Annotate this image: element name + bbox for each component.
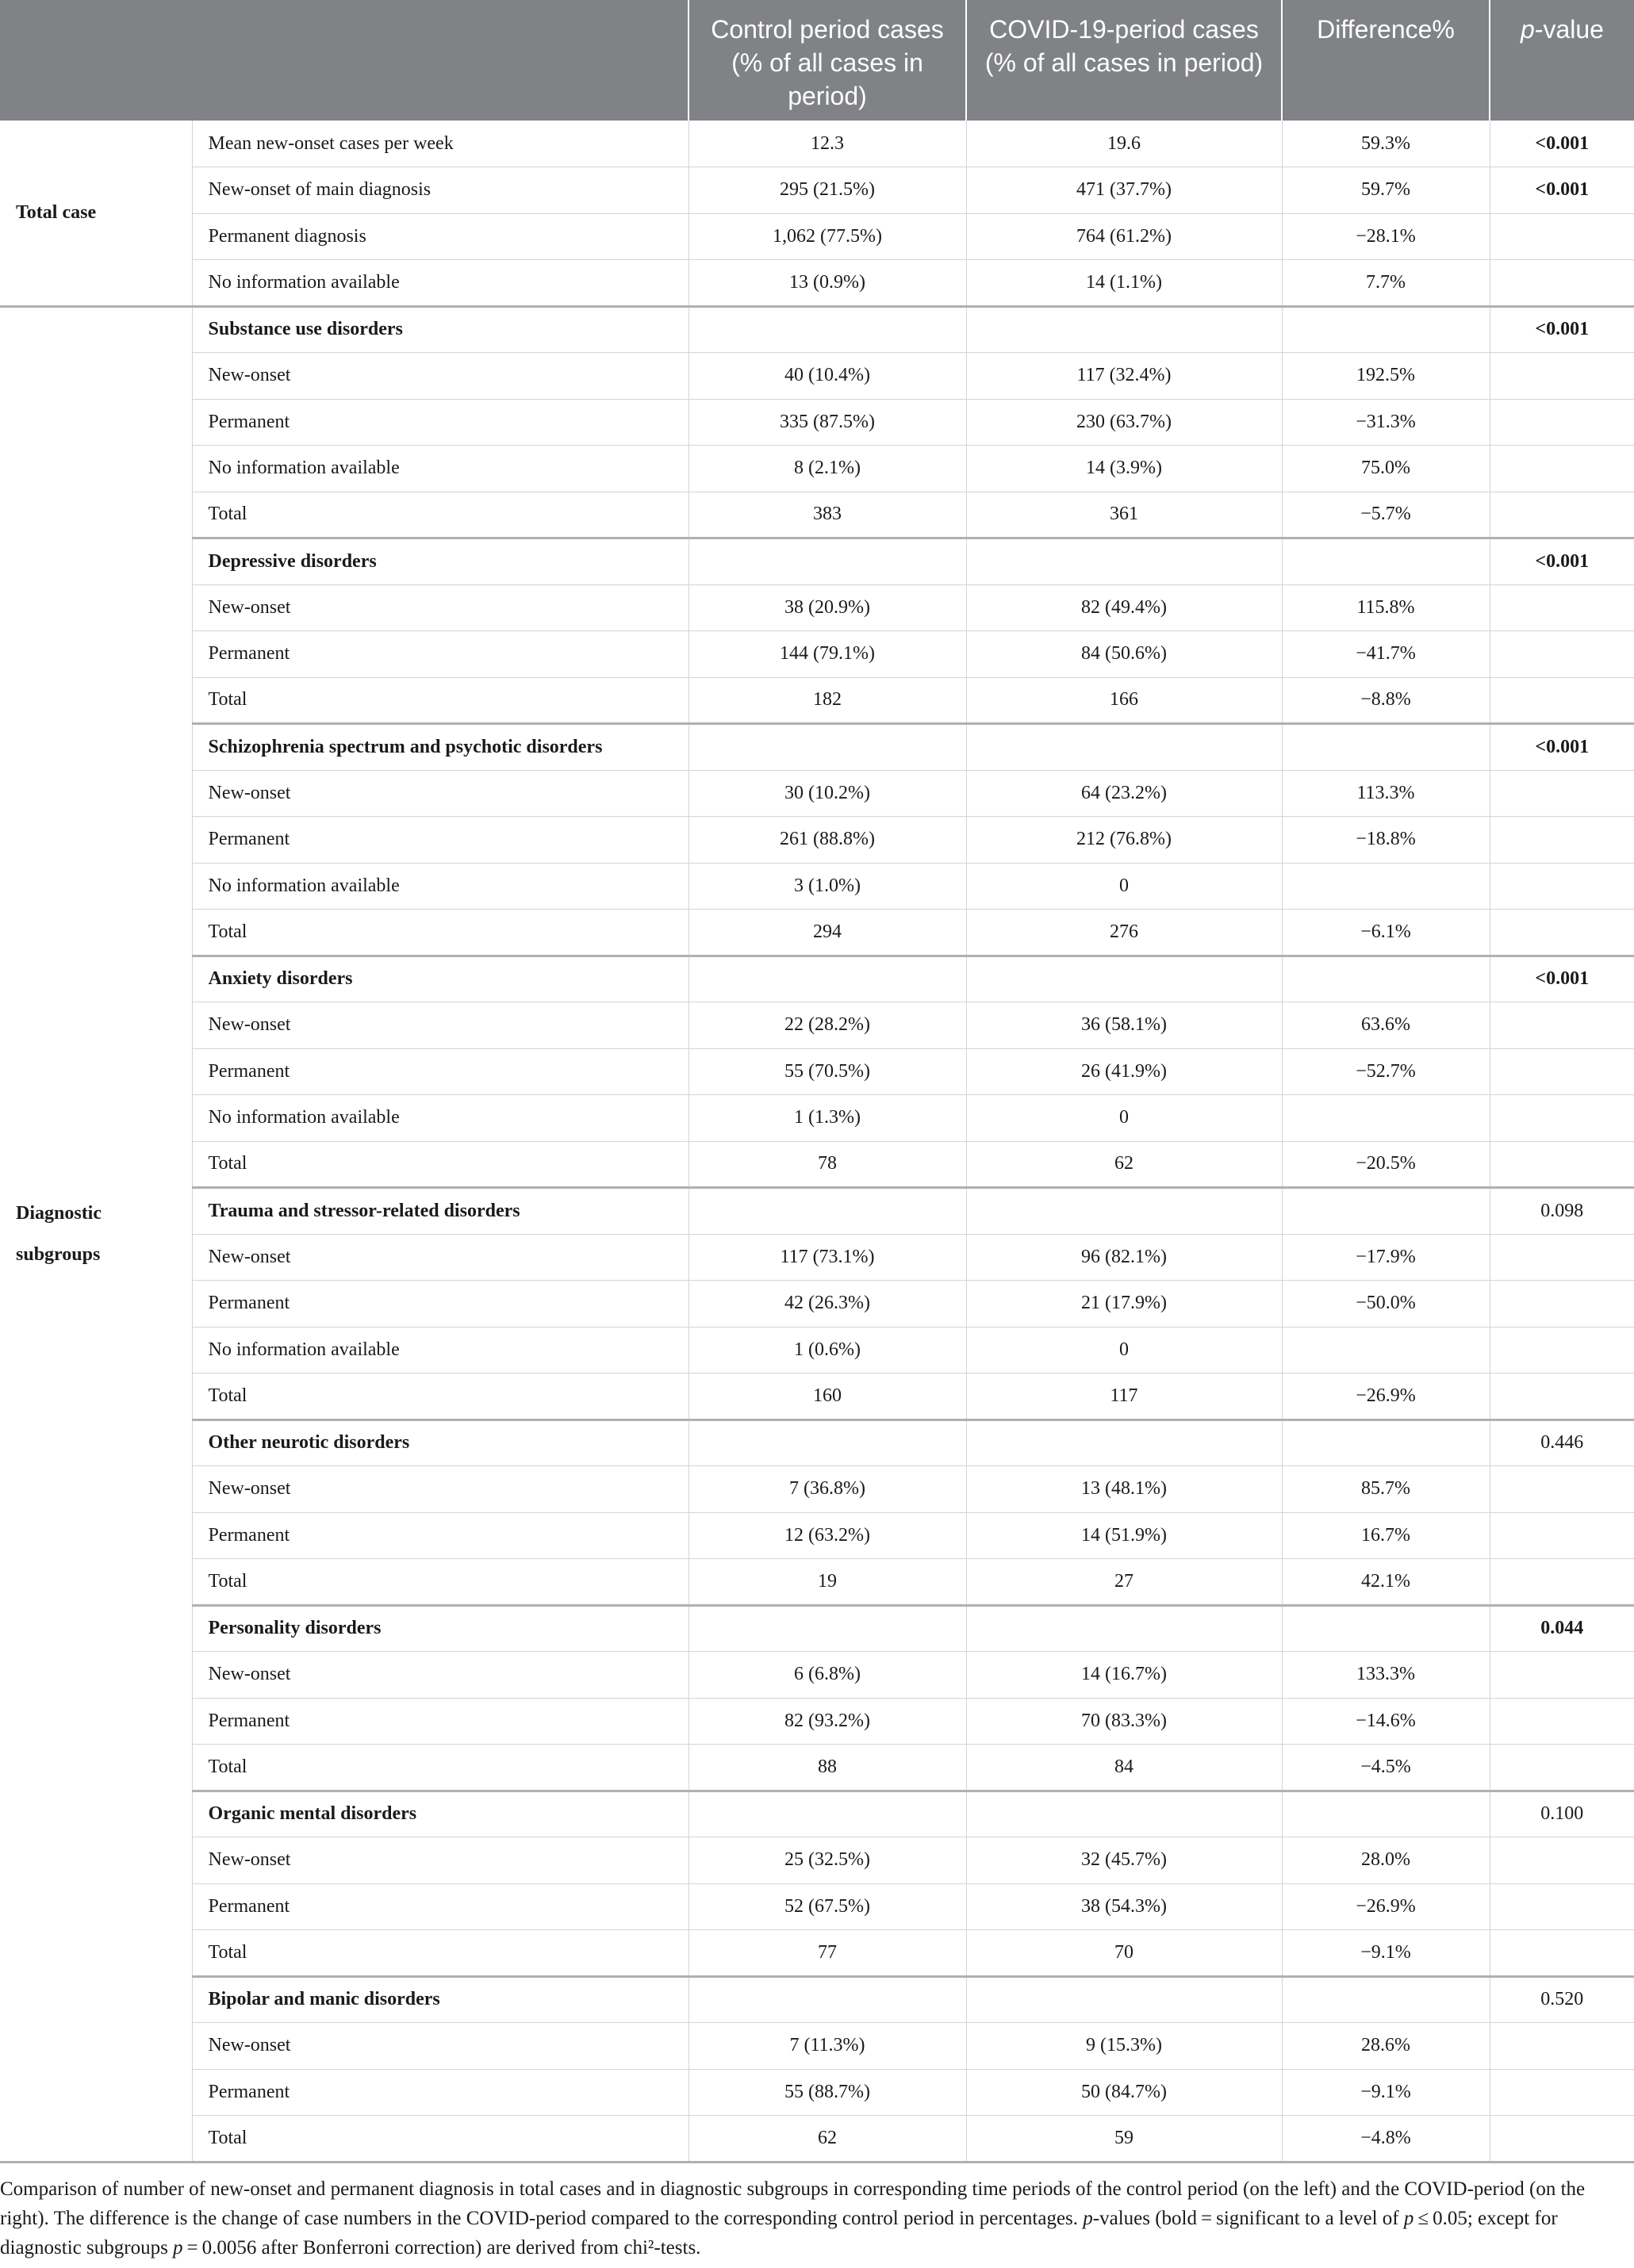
- covid-cell: 14 (16.7%): [966, 1652, 1282, 1699]
- covid-cell: 764 (61.2%): [966, 213, 1282, 260]
- difference-cell: 63.6%: [1282, 1002, 1490, 1049]
- control-cell: 12.3: [689, 121, 966, 167]
- covid-cell: 36 (58.1%): [966, 1002, 1282, 1049]
- control-cell: 22 (28.2%): [689, 1002, 966, 1049]
- difference-cell: −5.7%: [1282, 492, 1490, 538]
- p-value-cell: [1490, 863, 1634, 910]
- table-row: [0, 631, 1634, 678]
- control-cell: 144 (79.1%): [689, 631, 966, 678]
- covid-cell: 212 (76.8%): [966, 817, 1282, 864]
- p-value-cell: <0.001: [1490, 306, 1634, 353]
- difference-cell: −4.8%: [1282, 2116, 1490, 2163]
- table-row: [0, 1048, 1634, 1095]
- row-label: Permanent: [192, 1512, 689, 1559]
- table-row: [0, 910, 1634, 956]
- covid-cell: 276: [966, 910, 1282, 956]
- control-cell: 25 (32.5%): [689, 1837, 966, 1884]
- control-cell: 40 (10.4%): [689, 353, 966, 400]
- row-label: Total: [192, 2116, 689, 2163]
- row-label: New-onset: [192, 770, 689, 817]
- empty-cell: [689, 1976, 966, 2023]
- control-cell: 335 (87.5%): [689, 399, 966, 446]
- row-label: Permanent: [192, 1048, 689, 1095]
- table-row: [0, 1698, 1634, 1745]
- difference-cell: 7.7%: [1282, 260, 1490, 307]
- p-value-cell: [1490, 1327, 1634, 1373]
- difference-cell: −6.1%: [1282, 910, 1490, 956]
- subgroup-title: Depressive disorders: [192, 538, 689, 585]
- p-value-cell: [1490, 446, 1634, 492]
- covid-cell: 19.6: [966, 121, 1282, 167]
- control-cell: 117 (73.1%): [689, 1234, 966, 1281]
- covid-cell: 70: [966, 1930, 1282, 1977]
- difference-cell: −20.5%: [1282, 1141, 1490, 1188]
- table-row: [0, 399, 1634, 446]
- row-label: Permanent: [192, 1883, 689, 1930]
- control-cell: 52 (67.5%): [689, 1883, 966, 1930]
- table-row: [0, 1095, 1634, 1142]
- subgroup-title: Trauma and stressor-related disorders: [192, 1188, 689, 1235]
- covid-cell: 361: [966, 492, 1282, 538]
- p-value-cell: [1490, 1002, 1634, 1049]
- control-cell: 8 (2.1%): [689, 446, 966, 492]
- row-label: Total: [192, 677, 689, 724]
- p-value-cell: [1490, 1512, 1634, 1559]
- covid-cell: 84: [966, 1745, 1282, 1791]
- p-value-cell: [1490, 1698, 1634, 1745]
- difference-cell: 28.6%: [1282, 2023, 1490, 2070]
- p-value-cell: 0.520: [1490, 1976, 1634, 2023]
- empty-cell: [1282, 1188, 1490, 1235]
- difference-cell: 75.0%: [1282, 446, 1490, 492]
- covid-cell: 38 (54.3%): [966, 1883, 1282, 1930]
- p-value-cell: [1490, 2023, 1634, 2070]
- table-row: [0, 1466, 1634, 1513]
- table-row: [0, 1930, 1634, 1977]
- empty-cell: [1282, 1976, 1490, 2023]
- p-value-cell: 0.098: [1490, 1188, 1634, 1235]
- table-row: [0, 260, 1634, 307]
- row-label: Total: [192, 910, 689, 956]
- row-label: Total: [192, 1930, 689, 1977]
- table-row: [0, 2116, 1634, 2163]
- p-value-cell: [1490, 1281, 1634, 1327]
- p-value-cell: [1490, 770, 1634, 817]
- covid-cell: 84 (50.6%): [966, 631, 1282, 678]
- empty-cell: [689, 1791, 966, 1837]
- difference-cell: [1282, 863, 1490, 910]
- p-value-cell: [1490, 1745, 1634, 1791]
- row-label: Total: [192, 492, 689, 538]
- table-row: [0, 492, 1634, 538]
- covid-cell: 64 (23.2%): [966, 770, 1282, 817]
- covid-cell: 117 (32.4%): [966, 353, 1282, 400]
- difference-cell: 113.3%: [1282, 770, 1490, 817]
- row-label: Permanent: [192, 2069, 689, 2116]
- subgroup-header-row: [0, 1419, 1634, 1466]
- row-label: Permanent diagnosis: [192, 213, 689, 260]
- row-label: No information available: [192, 1327, 689, 1373]
- p-value-cell: [1490, 1930, 1634, 1977]
- difference-cell: −4.5%: [1282, 1745, 1490, 1791]
- covid-cell: 14 (1.1%): [966, 260, 1282, 307]
- table-row: [0, 1883, 1634, 1930]
- empty-cell: [689, 306, 966, 353]
- row-label: Total: [192, 1559, 689, 1606]
- difference-cell: 192.5%: [1282, 353, 1490, 400]
- covid-cell: 0: [966, 863, 1282, 910]
- covid-cell: 82 (49.4%): [966, 584, 1282, 631]
- difference-cell: −14.6%: [1282, 1698, 1490, 1745]
- control-cell: 1,062 (77.5%): [689, 213, 966, 260]
- empty-cell: [689, 1605, 966, 1652]
- p-value-cell: [1490, 1373, 1634, 1420]
- difference-cell: 115.8%: [1282, 584, 1490, 631]
- table-footnote: Comparison of number of new-onset and permanent diagnosis in total cases and in diagnostic subgroups in corresponding time periods of the control period (on the left) and the COVID-period (on the right). The difference is the change of case numbers in the COVID-period compared to the corresponding control period in percentages. p-values (bold = significant to a level of p ≤ 0.05; except for diagnostic subgroups p = 0.0056 after Bonferroni correction) are derived from chi²-tests.: [0, 2178, 1586, 2258]
- table-row: [0, 213, 1634, 260]
- control-cell: 182: [689, 677, 966, 724]
- subgroup-header-row: [0, 1976, 1634, 2023]
- control-cell: 295 (21.5%): [689, 167, 966, 214]
- p-value-cell: [1490, 1559, 1634, 1606]
- table-row: [0, 1373, 1634, 1420]
- table-row: [0, 121, 1634, 167]
- covid-cell: 117: [966, 1373, 1282, 1420]
- table-row: [0, 1327, 1634, 1373]
- row-label: Permanent: [192, 817, 689, 864]
- control-cell: 1 (0.6%): [689, 1327, 966, 1373]
- covid-cell: 32 (45.7%): [966, 1837, 1282, 1884]
- p-value-cell: [1490, 677, 1634, 724]
- row-label: Permanent: [192, 631, 689, 678]
- covid-cell: 59: [966, 2116, 1282, 2163]
- group-label: Diagnostic subgroups: [0, 306, 192, 2162]
- table-row: [0, 1512, 1634, 1559]
- difference-cell: 59.3%: [1282, 121, 1490, 167]
- p-value-cell: 0.044: [1490, 1605, 1634, 1652]
- covid-cell: 21 (17.9%): [966, 1281, 1282, 1327]
- empty-cell: [1282, 1419, 1490, 1466]
- p-value-cell: [1490, 1883, 1634, 1930]
- header-covid: COVID-19-period cases (% of all cases in period): [966, 0, 1282, 121]
- header-difference: Difference%: [1282, 0, 1490, 121]
- row-label: New-onset: [192, 1466, 689, 1513]
- table-row: [0, 817, 1634, 864]
- covid-cell: 13 (48.1%): [966, 1466, 1282, 1513]
- p-value-cell: [1490, 1837, 1634, 1884]
- row-label: Total: [192, 1141, 689, 1188]
- subgroup-header-row: [0, 1791, 1634, 1837]
- difference-cell: 85.7%: [1282, 1466, 1490, 1513]
- empty-cell: [689, 1188, 966, 1235]
- empty-cell: [966, 306, 1282, 353]
- table-body: [0, 121, 1634, 2162]
- empty-cell: [966, 538, 1282, 585]
- control-cell: 19: [689, 1559, 966, 1606]
- table-row: [0, 1559, 1634, 1606]
- row-label: Permanent: [192, 1698, 689, 1745]
- row-label: No information available: [192, 260, 689, 307]
- empty-cell: [966, 724, 1282, 771]
- subgroup-title: Anxiety disorders: [192, 956, 689, 1002]
- row-label: No information available: [192, 1095, 689, 1142]
- row-label: New-onset: [192, 353, 689, 400]
- covid-cell: 62: [966, 1141, 1282, 1188]
- difference-cell: 133.3%: [1282, 1652, 1490, 1699]
- difference-cell: −8.8%: [1282, 677, 1490, 724]
- covid-cell: 27: [966, 1559, 1282, 1606]
- row-label: New-onset: [192, 1652, 689, 1699]
- covid-cell: 50 (84.7%): [966, 2069, 1282, 2116]
- difference-cell: −28.1%: [1282, 213, 1490, 260]
- p-value-cell: [1490, 2116, 1634, 2163]
- subgroup-header-row: [0, 724, 1634, 771]
- control-cell: 12 (63.2%): [689, 1512, 966, 1559]
- table-row: [0, 2069, 1634, 2116]
- empty-cell: [966, 956, 1282, 1002]
- covid-cell: 230 (63.7%): [966, 399, 1282, 446]
- p-value-cell: [1490, 1141, 1634, 1188]
- control-cell: 294: [689, 910, 966, 956]
- difference-cell: 16.7%: [1282, 1512, 1490, 1559]
- row-label: No information available: [192, 863, 689, 910]
- empty-cell: [1282, 956, 1490, 1002]
- subgroup-header-row: [0, 956, 1634, 1002]
- p-value-cell: [1490, 353, 1634, 400]
- control-cell: 55 (88.7%): [689, 2069, 966, 2116]
- table-row: [0, 1234, 1634, 1281]
- control-cell: 7 (36.8%): [689, 1466, 966, 1513]
- empty-cell: [1282, 306, 1490, 353]
- difference-cell: 42.1%: [1282, 1559, 1490, 1606]
- p-value-cell: [1490, 260, 1634, 307]
- difference-cell: −26.9%: [1282, 1883, 1490, 1930]
- p-value-cell: [1490, 1652, 1634, 1699]
- p-value-cell: <0.001: [1490, 724, 1634, 771]
- row-label: Total: [192, 1373, 689, 1420]
- empty-cell: [966, 1976, 1282, 2023]
- difference-cell: [1282, 1327, 1490, 1373]
- p-value-cell: [1490, 1466, 1634, 1513]
- p-value-cell: [1490, 910, 1634, 956]
- p-value-cell: 0.100: [1490, 1791, 1634, 1837]
- covid-cell: 14 (3.9%): [966, 446, 1282, 492]
- empty-cell: [689, 956, 966, 1002]
- control-cell: 77: [689, 1930, 966, 1977]
- control-cell: 160: [689, 1373, 966, 1420]
- p-value-cell: [1490, 1234, 1634, 1281]
- row-label: New-onset: [192, 1234, 689, 1281]
- empty-cell: [689, 538, 966, 585]
- p-value-cell: [1490, 584, 1634, 631]
- table-row: [0, 584, 1634, 631]
- empty-cell: [689, 724, 966, 771]
- group-label: Total case: [0, 121, 192, 306]
- row-label: New-onset: [192, 1837, 689, 1884]
- control-cell: 82 (93.2%): [689, 1698, 966, 1745]
- subgroup-title: Substance use disorders: [192, 306, 689, 353]
- p-value-cell: [1490, 817, 1634, 864]
- difference-cell: −41.7%: [1282, 631, 1490, 678]
- subgroup-title: Personality disorders: [192, 1605, 689, 1652]
- table-row: [0, 770, 1634, 817]
- table-row: [0, 1745, 1634, 1791]
- empty-cell: [966, 1419, 1282, 1466]
- control-cell: 55 (70.5%): [689, 1048, 966, 1095]
- table-row: [0, 2023, 1634, 2070]
- p-value-cell: <0.001: [1490, 538, 1634, 585]
- table-row: [0, 1837, 1634, 1884]
- covid-cell: 96 (82.1%): [966, 1234, 1282, 1281]
- control-cell: 78: [689, 1141, 966, 1188]
- row-label: Permanent: [192, 399, 689, 446]
- subgroup-header-row: [0, 538, 1634, 585]
- covid-cell: 471 (37.7%): [966, 167, 1282, 214]
- covid-cell: 9 (15.3%): [966, 2023, 1282, 2070]
- table-row: [0, 1652, 1634, 1699]
- difference-cell: −26.9%: [1282, 1373, 1490, 1420]
- table-row: [0, 167, 1634, 214]
- row-label: Total: [192, 1745, 689, 1791]
- empty-cell: [1282, 724, 1490, 771]
- control-cell: 6 (6.8%): [689, 1652, 966, 1699]
- p-value-cell: [1490, 2069, 1634, 2116]
- subgroup-title: Schizophrenia spectrum and psychotic disorders: [192, 724, 689, 771]
- covid-cell: 70 (83.3%): [966, 1698, 1282, 1745]
- empty-cell: [966, 1605, 1282, 1652]
- p-value-cell: 0.446: [1490, 1419, 1634, 1466]
- row-label: Permanent: [192, 1281, 689, 1327]
- control-cell: 7 (11.3%): [689, 2023, 966, 2070]
- empty-cell: [689, 1419, 966, 1466]
- p-value-cell: [1490, 1095, 1634, 1142]
- covid-cell: 0: [966, 1095, 1282, 1142]
- covid-cell: 26 (41.9%): [966, 1048, 1282, 1095]
- difference-cell: 28.0%: [1282, 1837, 1490, 1884]
- control-cell: 3 (1.0%): [689, 863, 966, 910]
- control-cell: 88: [689, 1745, 966, 1791]
- row-label: New-onset: [192, 584, 689, 631]
- control-cell: 62: [689, 2116, 966, 2163]
- difference-cell: −18.8%: [1282, 817, 1490, 864]
- control-cell: 30 (10.2%): [689, 770, 966, 817]
- p-value-cell: [1490, 213, 1634, 260]
- table-row: [0, 863, 1634, 910]
- difference-cell: −31.3%: [1282, 399, 1490, 446]
- empty-cell: [966, 1188, 1282, 1235]
- control-cell: 261 (88.8%): [689, 817, 966, 864]
- empty-cell: [1282, 538, 1490, 585]
- subgroup-title: Other neurotic disorders: [192, 1419, 689, 1466]
- difference-cell: −9.1%: [1282, 1930, 1490, 1977]
- table-row: [0, 1141, 1634, 1188]
- header-blank: [0, 0, 689, 121]
- row-label: No information available: [192, 446, 689, 492]
- difference-cell: −52.7%: [1282, 1048, 1490, 1095]
- p-value-cell: <0.001: [1490, 167, 1634, 214]
- empty-cell: [1282, 1791, 1490, 1837]
- difference-cell: −50.0%: [1282, 1281, 1490, 1327]
- p-value-cell: [1490, 399, 1634, 446]
- header-control: Control period cases (% of all cases in period): [689, 0, 966, 121]
- control-cell: 1 (1.3%): [689, 1095, 966, 1142]
- difference-cell: −9.1%: [1282, 2069, 1490, 2116]
- difference-cell: −17.9%: [1282, 1234, 1490, 1281]
- covid-cell: 166: [966, 677, 1282, 724]
- covid-cell: 14 (51.9%): [966, 1512, 1282, 1559]
- control-cell: 42 (26.3%): [689, 1281, 966, 1327]
- empty-cell: [1282, 1605, 1490, 1652]
- subgroup-header-row: [0, 306, 1634, 353]
- table-row: [0, 677, 1634, 724]
- subgroup-header-row: [0, 1188, 1634, 1235]
- subgroup-header-row: [0, 1605, 1634, 1652]
- table-row: [0, 1281, 1634, 1327]
- p-value-cell: [1490, 1048, 1634, 1095]
- row-label: New-onset: [192, 2023, 689, 2070]
- p-value-cell: <0.001: [1490, 956, 1634, 1002]
- row-label: Mean new-onset cases per week: [192, 121, 689, 167]
- table-row: [0, 1002, 1634, 1049]
- table-row: [0, 353, 1634, 400]
- table-row: [0, 446, 1634, 492]
- p-value-cell: [1490, 492, 1634, 538]
- difference-cell: [1282, 1095, 1490, 1142]
- header-row: [0, 0, 1634, 121]
- covid-cell: 0: [966, 1327, 1282, 1373]
- control-cell: 38 (20.9%): [689, 584, 966, 631]
- difference-cell: 59.7%: [1282, 167, 1490, 214]
- control-cell: 13 (0.9%): [689, 260, 966, 307]
- row-label: New-onset: [192, 1002, 689, 1049]
- empty-cell: [966, 1791, 1282, 1837]
- row-label: New-onset of main diagnosis: [192, 167, 689, 214]
- header-pvalue: p-value: [1490, 0, 1634, 121]
- p-value-cell: [1490, 631, 1634, 678]
- p-value-cell: <0.001: [1490, 121, 1634, 167]
- control-cell: 383: [689, 492, 966, 538]
- subgroup-title: Organic mental disorders: [192, 1791, 689, 1837]
- subgroup-title: Bipolar and manic disorders: [192, 1976, 689, 2023]
